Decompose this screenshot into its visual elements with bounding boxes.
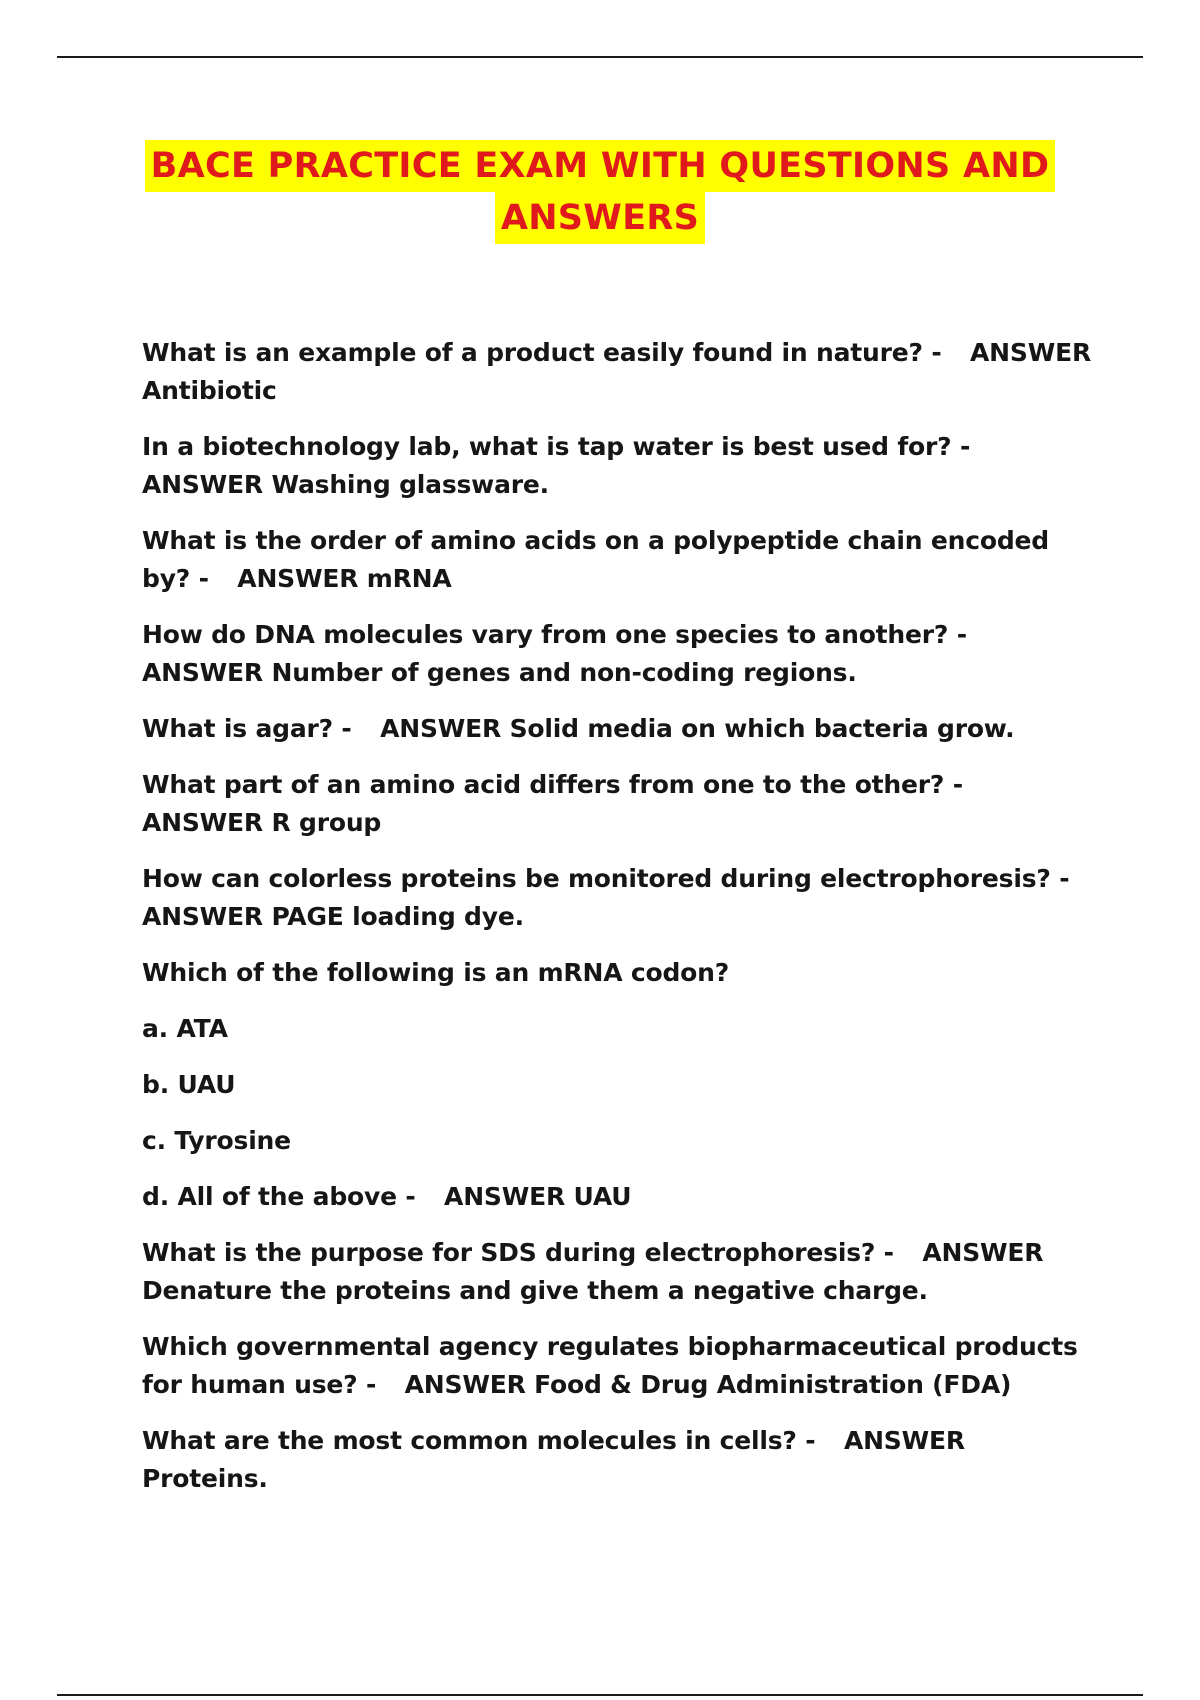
qa-item-7 xyxy=(142,860,1092,936)
answer-text: ANSWER Denature the proteins and give them a negative charge. xyxy=(142,1238,1044,1305)
answer-text: ANSWER Solid media on which bacteria grow. xyxy=(380,714,1015,743)
qa-item-4 xyxy=(142,616,1092,692)
top-rule xyxy=(57,56,1143,58)
answer-text: ANSWER R group xyxy=(142,808,382,837)
qa-item-10 xyxy=(142,1422,1092,1498)
answer-text: ANSWER UAU xyxy=(444,1182,632,1211)
qa-item-9 xyxy=(142,1328,1092,1404)
question-text: What is an example of a product easily found in nature? - xyxy=(142,338,942,367)
document-title xyxy=(0,140,1200,244)
question-text: Which governmental agency regulates biopharmaceutical products for human use? - xyxy=(142,1332,1078,1399)
qa-list xyxy=(142,334,1092,1516)
mcq-option-b xyxy=(142,1066,1092,1104)
answer-text: ANSWER Antibiotic xyxy=(142,338,1091,405)
qa-item-1 xyxy=(142,334,1092,410)
mcq-option-d xyxy=(142,1178,1092,1216)
question-text: What part of an amino acid differs from one to the other? - xyxy=(142,770,963,799)
answer-text: ANSWER Number of genes and non-coding regions. xyxy=(142,658,857,687)
title-line-2: ANSWERS xyxy=(495,192,705,244)
answer-text: ANSWER mRNA xyxy=(237,564,452,593)
title-line-1: BACE PRACTICE EXAM WITH QUESTIONS AND xyxy=(145,140,1056,192)
answer-text: ANSWER Food & Drug Administration (FDA) xyxy=(404,1370,1012,1399)
question-text: What is the order of amino acids on a polypeptide chain encoded by? - xyxy=(142,526,1049,593)
bottom-rule xyxy=(57,1694,1143,1696)
question-text: What are the most common molecules in cells? - xyxy=(142,1426,816,1455)
question-text: In a biotechnology lab, what is tap water is best used for? - xyxy=(142,432,971,461)
question-text: Which of the following is an mRNA codon? xyxy=(142,958,730,987)
qa-item-6 xyxy=(142,766,1092,842)
answer-text: ANSWER Proteins. xyxy=(142,1426,965,1493)
question-text: How can colorless proteins be monitored during electrophoresis? - xyxy=(142,864,1070,893)
mcq-option-a xyxy=(142,1010,1092,1048)
question-text: What is agar? - xyxy=(142,714,352,743)
answer-text: ANSWER PAGE loading dye. xyxy=(142,902,524,931)
qa-item-8 xyxy=(142,1234,1092,1310)
question-text: How do DNA molecules vary from one species to another? - xyxy=(142,620,967,649)
qa-item-2 xyxy=(142,428,1092,504)
mcq-option-c xyxy=(142,1122,1092,1160)
option-text: b. UAU xyxy=(142,1070,236,1099)
question-text: What is the purpose for SDS during electrophoresis? - xyxy=(142,1238,894,1267)
option-text: c. Tyrosine xyxy=(142,1126,291,1155)
option-text: a. ATA xyxy=(142,1014,228,1043)
answer-text: ANSWER Washing glassware. xyxy=(142,470,549,499)
qa-item-3 xyxy=(142,522,1092,598)
qa-item-5 xyxy=(142,710,1092,748)
option-text: d. All of the above - xyxy=(142,1182,416,1211)
mcq-question xyxy=(142,954,1092,992)
